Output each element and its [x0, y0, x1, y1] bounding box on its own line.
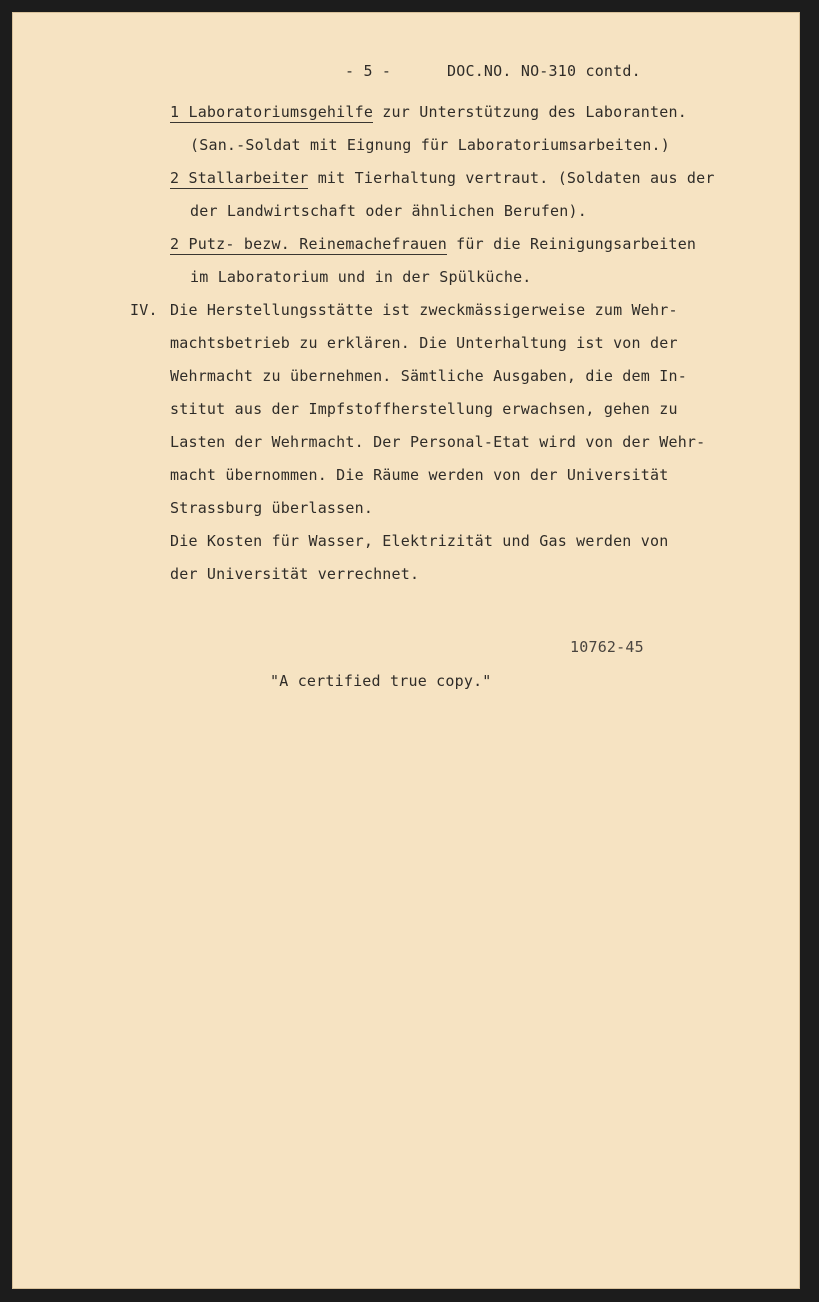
paragraph-line: machtsbetrieb zu erklären. Die Unterhaltung ist von der: [170, 334, 678, 352]
paragraph-line: Die Herstellungsstätte ist zweckmässigerweise zum Wehr-: [170, 301, 678, 319]
paragraph-line: Wehrmacht zu übernehmen. Sämtliche Ausgaben, die dem In-: [170, 367, 687, 385]
staff-item-2-detail: der Landwirtschaft oder ähnlichen Berufen).: [190, 202, 587, 220]
staff-item-1-detail: (San.-Soldat mit Eignung für Laboratoriumsarbeiten.): [190, 136, 670, 154]
staff-item-2-text: mit Tierhaltung vertraut. (Soldaten aus der: [308, 169, 715, 187]
staff-item-2: [170, 169, 715, 187]
certification-note: "A certified true copy.": [270, 672, 492, 690]
staff-item-3-role: 2 Putz- bezw. Reinemachefrauen: [170, 235, 447, 253]
document-number: DOC.NO. NO-310 contd.: [447, 62, 641, 80]
page-number: - 5 -: [345, 62, 392, 80]
paragraph-line: Die Kosten für Wasser, Elektrizität und Gas werden von: [170, 532, 669, 550]
reference-number: 10762-45: [570, 638, 644, 656]
paragraph-line: der Universität verrechnet.: [170, 565, 420, 583]
staff-item-2-role: 2 Stallarbeiter: [170, 169, 309, 187]
staff-item-3-text: für die Reinigungsarbeiten: [446, 235, 697, 253]
paragraph-line: stitut aus der Impfstoffherstellung erwachsen, gehen zu: [170, 400, 678, 418]
document-page: [12, 12, 800, 1289]
paragraph-line: Strassburg überlassen.: [170, 499, 374, 517]
staff-item-1: [170, 103, 687, 121]
staff-item-1-text: zur Unterstützung des Laboranten.: [373, 103, 687, 121]
staff-item-3-detail: im Laboratorium und in der Spülküche.: [190, 268, 532, 286]
paragraph-line: macht übernommen. Die Räume werden von der Universität: [170, 466, 669, 484]
section-numeral: IV.: [130, 301, 158, 319]
staff-item-3: [170, 235, 696, 253]
staff-item-1-role: 1 Laboratoriumsgehilfe: [170, 103, 374, 121]
paragraph-line: Lasten der Wehrmacht. Der Personal-Etat wird von der Wehr-: [170, 433, 706, 451]
